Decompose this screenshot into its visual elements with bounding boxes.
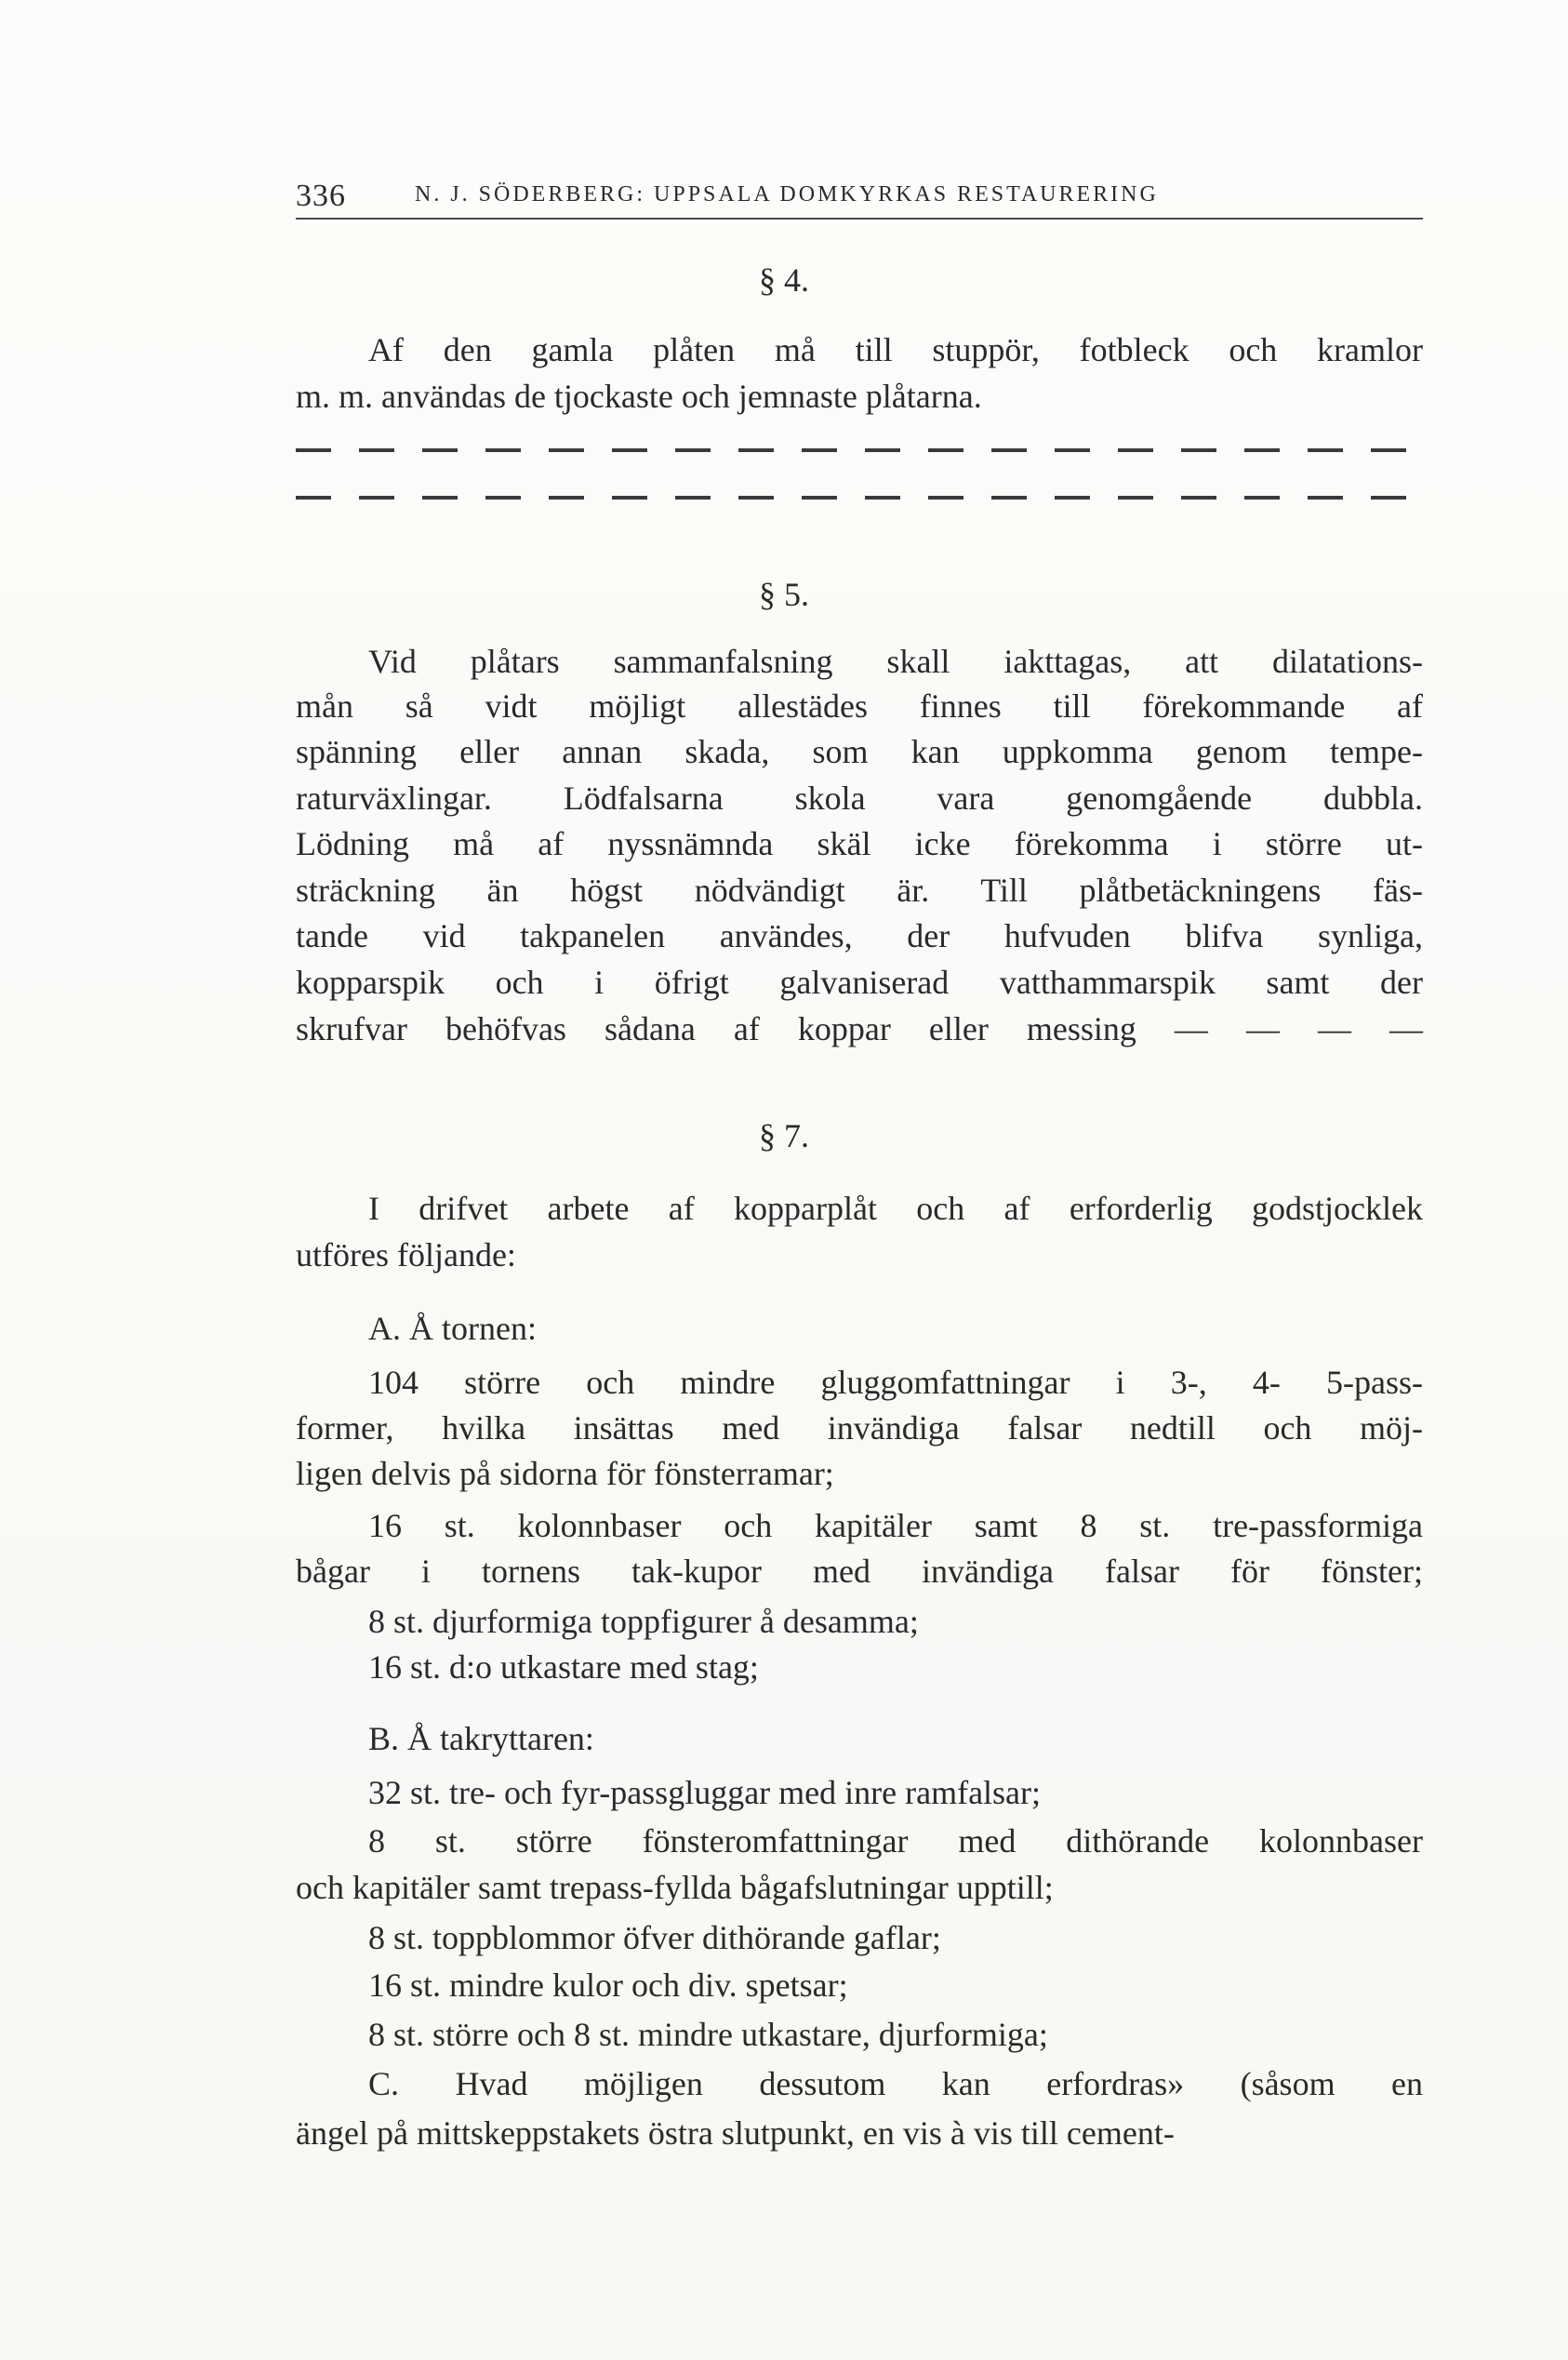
list-item: 32 st. tre- och fyr-passgluggar med inre ramfalsar; [368,1774,1042,1811]
text-line: bågar i tornens tak-kupor med invändiga falsar för fönster; [296,1553,1423,1590]
list-item: 16 st. d:o utkastare med stag; [368,1648,759,1686]
text-line: tande vid takpanelen användes, der hufvuden blifva synliga, [296,917,1423,954]
list-item: 8 st. toppblommor öfver dithörande gaflar; [368,1919,941,1956]
text-line: och kapitäler samt trepass-fyllda bågafslutningar upptill; [296,1869,1054,1906]
section-heading-7: § 7. [759,1117,809,1154]
ellipsis-dash-rule [296,496,1423,500]
text-line: Af den gamla plåten må till stupрör, fotbleck och kramlor [368,331,1423,368]
text-line: sträckning än högst nödvändigt är. Till plåtbetäckningens fäs- [296,872,1423,909]
list-heading-a: A. Å tornen: [368,1310,537,1347]
ellipsis-dash-rule [296,448,1423,452]
list-item: 16 st. kolonnbaser och kapitäler samt 8 st. tre-passformiga [368,1507,1423,1544]
list-item: 8 st. större fönsteromfattningar med dithörande kolonnbaser [368,1822,1423,1860]
section-heading-5: § 5. [759,576,809,613]
running-header [296,175,1423,220]
text-line: skrufvar behöfvas sådana af koppar eller messing — — — — [296,1010,1423,1047]
text-line: Vid plåtars sammanfalsning skall iakttagas, att dilatations- [368,643,1423,680]
text-line: m. m. användas de tjockaste och jemnaste plåtarna. [296,378,982,415]
text-line: kopparspik och i öfrigt galvaniserad vatthammarspik samt der [296,964,1423,1001]
list-item: 8 st. större och 8 st. mindre utkastare, djurformiga; [368,2016,1048,2053]
text-line: Lödning må af nyssnämnda skäl icke förekomma i större ut- [296,825,1423,862]
text-line: ligen delvis på sidorna för fönsterramar; [296,1455,834,1492]
running-head-title: N. J. SÖDERBERG: UPPSALA DOMKYRKAS RESTAURERING [415,182,1159,207]
page-number: 336 [296,179,346,213]
text-line: I drifvet arbete af kopparplåt och af erforderlig godstjocklek [368,1190,1423,1227]
list-item: 104 större och mindre gluggomfattningar i 3-, 4- 5-pass- [368,1364,1423,1401]
list-heading-b: B. Å takryttaren: [368,1720,594,1757]
text-line: utföres följande: [296,1236,516,1273]
section-heading-4: § 4. [759,261,809,299]
text-line: spänning eller annan skada, som kan uppkomma genom tempe- [296,733,1423,770]
list-heading-c: C. Hvad möjligen dessutom kan erfordras» (såsom en [368,2065,1423,2102]
text-line: ängel på mittskeppstakets östra slutpunkt, en vis à vis till cement- [296,2114,1175,2152]
text-line: mån så vidt möjligt allestädes finnes till förekommande af [296,687,1423,725]
list-item: 8 st. djurformiga toppfigurer å desamma; [368,1603,919,1640]
text-line: former, hvilka insättas med invändiga falsar nedtill och möj- [296,1409,1423,1447]
list-item: 16 st. mindre kulor och div. spetsar; [368,1967,848,2004]
text-line: raturväxlingar. Lödfalsarna skola vara genomgående dubbla. [296,780,1423,817]
